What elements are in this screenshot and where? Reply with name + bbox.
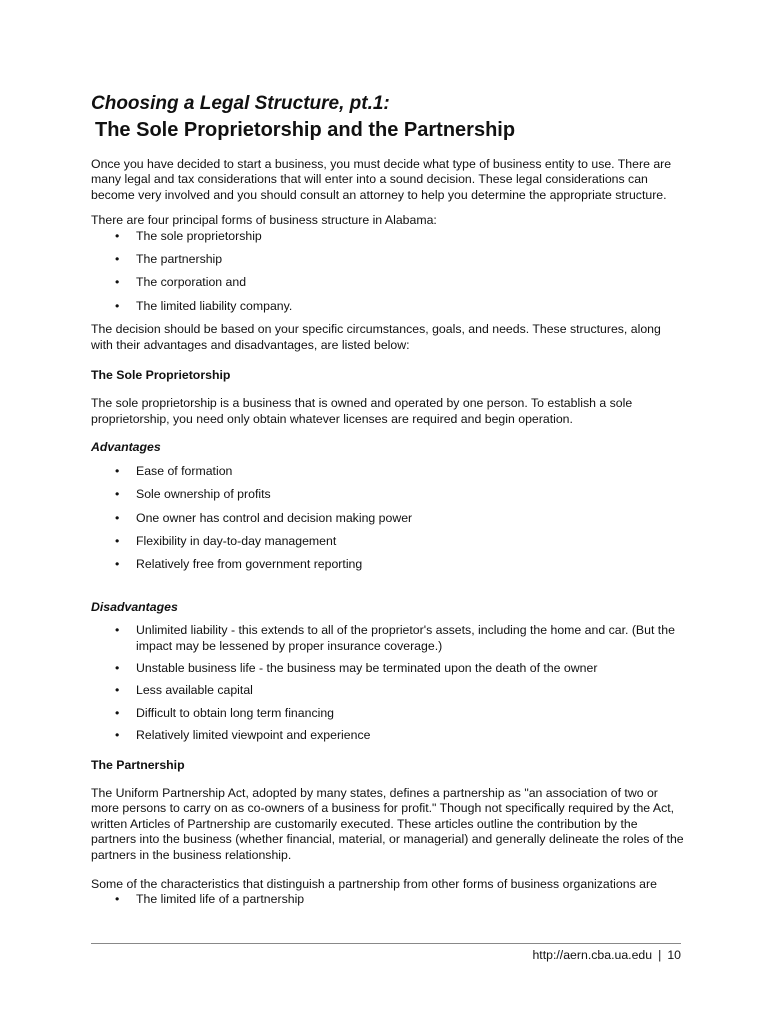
list-item: • One owner has control and decision making power [115, 510, 413, 525]
footer-separator: | [658, 948, 662, 962]
list-item: • Difficult to obtain long term financing [115, 705, 334, 720]
footer-url-link[interactable]: http://aern.cba.ua.edu [532, 948, 653, 962]
list-item: • The limited liability company. [115, 298, 293, 313]
list-item: • The sole proprietorship [115, 228, 262, 243]
decision-paragraph: The decision should be based on your specific circumstances, goals, and needs. These structures, along with their advantages and disadvantages, are listed below: [91, 322, 661, 352]
bullet-icon: • [115, 463, 120, 478]
advantages-list [91, 464, 686, 573]
list-item: • Flexibility in day-to-day management [115, 533, 337, 548]
list-item: • The limited life of a partnership [115, 892, 305, 907]
list-item: • Relatively free from government reporting [115, 557, 363, 572]
characteristics-lead-paragraph: Some of the characteristics that distinguish a partnership from other forms of business organizations are [91, 877, 657, 891]
characteristics-list [91, 892, 686, 907]
bullet-icon: • [115, 487, 120, 502]
disadvantages-list [91, 623, 686, 743]
disadvantages-label: Disadvantages [91, 599, 178, 614]
bullet-icon: • [115, 683, 120, 698]
page-footer [532, 948, 681, 963]
sole-proprietorship-paragraph: The sole proprietorship is a business that is owned and operated by one person. To establish a sole proprietorship, you need only obtain whatever licenses are required and begin operation. [91, 396, 633, 426]
forms-list [91, 229, 686, 315]
forms-lead-paragraph: There are four principal forms of business structure in Alabama: [91, 213, 437, 228]
partnership-paragraph: The Uniform Partnership Act, adopted by many states, defines a partnership as "an association of two or more persons to carry on as co-owners of a business for profit." Though not specifically required by the Act, written Articles of Partnership are customarily executed. These articles outline the contribution by the partners into the business (whether financial, material, or managerial) and generally delineate the roles of the partners in the business relationship. [91, 785, 684, 862]
bullet-icon: • [115, 510, 120, 525]
bullet-icon: • [115, 533, 120, 548]
list-item: • The corporation and [115, 275, 247, 290]
bullet-icon: • [115, 728, 120, 743]
bullet-icon: • [115, 623, 120, 638]
sole-proprietorship-heading: The Sole Proprietorship [91, 368, 231, 383]
bullet-icon: • [115, 705, 120, 720]
list-item: • Less available capital [115, 683, 253, 698]
page-number: 10 [667, 948, 681, 962]
bullet-icon: • [115, 252, 120, 267]
bullet-icon: • [115, 892, 120, 907]
bullet-icon: • [115, 660, 120, 675]
advantages-label: Advantages [91, 440, 161, 455]
list-item: • Relatively limited viewpoint and experience [115, 728, 371, 743]
list-item: • Unstable business life - the business may be terminated upon the death of the owner [115, 660, 598, 675]
document-title-main: The Sole Proprietorship and the Partnership [95, 119, 516, 141]
bullet-icon: • [115, 557, 120, 572]
bullet-icon: • [115, 275, 120, 290]
document-title-italic: Choosing a Legal Structure, pt.1: [91, 93, 390, 114]
intro-paragraph: Once you have decided to start a business, you must decide what type of business entity to use. There are many legal and tax considerations that will enter into a sound decision. These legal considerations can become very involved and you should consult an attorney to help you determine the appropriate structure. [91, 157, 672, 202]
list-item: • Unlimited liability - this extends to all of the proprietor's assets, including the home and car. (But the impact may be lessened by proper insurance coverage.) [115, 623, 675, 653]
bullet-icon: • [115, 228, 120, 243]
list-item: • The partnership [115, 252, 223, 267]
list-item: • Ease of formation [115, 463, 233, 478]
page-content [91, 92, 686, 908]
footer-divider [91, 943, 681, 944]
list-item: • Sole ownership of profits [115, 487, 271, 502]
partnership-heading: The Partnership [91, 757, 185, 772]
bullet-icon: • [115, 298, 120, 313]
